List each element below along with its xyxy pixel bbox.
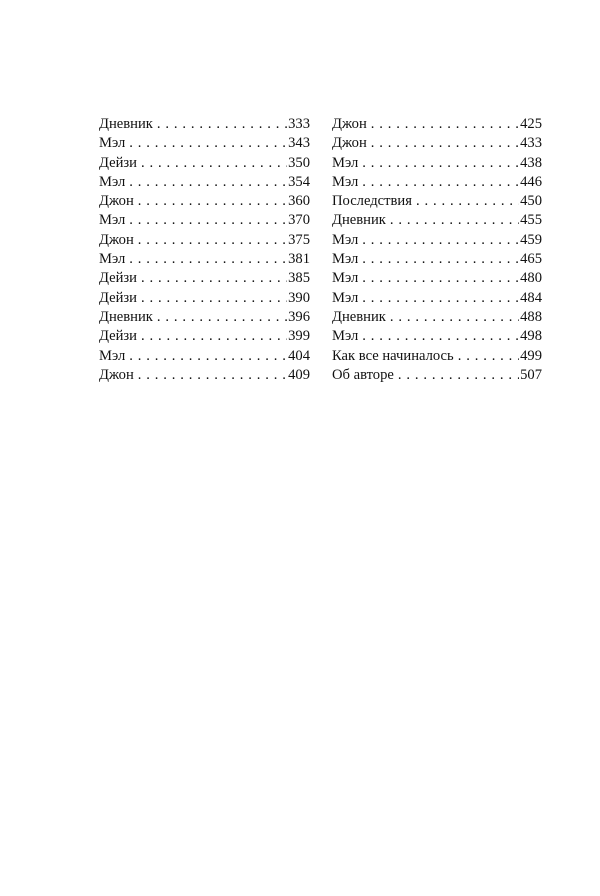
toc-entry-title: Джон [332,135,367,152]
toc-entry-title: Мэл [332,289,359,306]
toc-entry-title: Мэл [99,251,126,268]
toc-entry-title: Джон [332,116,367,132]
dot-leader [141,289,287,308]
toc-entry [99,192,310,211]
dot-leader [371,134,519,153]
toc-entry-page-number: 499 [520,347,542,364]
toc-entry-title: Джон [99,366,134,383]
toc-entry-title: Дневник [99,308,153,325]
toc-column-left [99,115,310,385]
dot-leader [129,250,287,269]
toc-entry [99,154,310,173]
dot-leader [138,366,287,385]
toc-entry-title: Мэл [99,173,126,190]
dot-leader [362,231,519,250]
toc-column-right [332,115,542,385]
toc-entry-title: Мэл [332,270,359,287]
dot-leader [129,173,287,192]
toc-entry [99,231,310,250]
toc-entry-page-number: 480 [520,270,542,287]
toc-entry [332,154,542,173]
toc-entry [332,269,542,288]
toc-entry-page-number: 375 [288,231,310,248]
toc-entry [332,366,542,385]
dot-leader [141,269,287,288]
toc-entry-title: Мэл [332,154,359,171]
dot-leader [129,134,287,153]
toc-entry [99,115,310,134]
toc-entry-page-number: 354 [288,173,310,190]
toc-entry [99,211,310,230]
toc-entry-title: Последствия [332,193,412,210]
toc-entry [332,347,542,366]
toc-entry [99,327,310,346]
dot-leader [141,327,287,346]
toc-entry [332,308,542,327]
dot-leader [157,308,287,327]
toc-entry-title: Мэл [332,231,359,248]
toc-entry-page-number: 404 [288,347,310,364]
toc-entry [99,269,310,288]
toc-entry-title: Мэл [99,212,126,229]
toc-entry-page-number: 498 [520,328,542,345]
toc-entry [99,250,310,269]
toc-entry-page-number: 381 [288,251,310,268]
toc-entry-page-number: 343 [288,135,310,152]
dot-leader [390,211,519,230]
toc-entry-title: Об авторе [332,366,394,383]
toc-entry-title: Джон [99,193,134,210]
toc-entry-title: Дейзи [99,328,137,345]
toc-entry-page-number: 450 [520,193,542,210]
toc-entry [99,308,310,327]
dot-leader [141,154,287,173]
toc-entry [332,289,542,308]
toc-entry-page-number: 507 [520,366,542,383]
toc-entry-title: Дневник [332,308,386,325]
toc-entry-page-number: 370 [288,212,310,229]
toc-entry [332,115,542,134]
toc-entry [332,327,542,346]
toc-entry-page-number: 409 [288,366,310,383]
dot-leader [362,154,519,173]
toc-entry-title: Мэл [99,135,126,152]
toc-entry-page-number: 438 [520,154,542,171]
toc-entry [332,134,542,153]
dot-leader [362,250,519,269]
toc-entry-page-number: 484 [520,289,542,306]
dot-leader [129,211,287,230]
toc-entry-page-number: 385 [288,270,310,287]
toc-entry-page-number: 488 [520,308,542,325]
toc-entry-page-number: 350 [288,154,310,171]
dot-leader [362,173,519,192]
dot-leader [129,347,287,366]
toc-entry-title: Дневник [99,116,153,132]
dot-leader [371,115,519,134]
toc-entry [99,173,310,192]
dot-leader [458,347,519,366]
toc-entry-title: Дейзи [99,289,137,306]
toc-entry-title: Мэл [332,251,359,268]
dot-leader [398,366,519,385]
toc-entry-title: Мэл [332,173,359,190]
toc-entry-page-number: 425 [520,116,542,132]
toc-entry-page-number: 333 [288,116,310,132]
toc-entry-title: Мэл [99,347,126,364]
toc-entry-title: Джон [99,231,134,248]
toc-entry-page-number: 390 [288,289,310,306]
dot-leader [390,308,519,327]
dot-leader [416,192,519,211]
toc-entry [99,134,310,153]
toc-entry [332,231,542,250]
toc-entry [332,173,542,192]
toc-entry [99,289,310,308]
dot-leader [362,327,519,346]
toc-entry [99,366,310,385]
toc-entry-title: Дейзи [99,154,137,171]
toc-entry-title: Мэл [332,328,359,345]
toc-entry-page-number: 465 [520,251,542,268]
dot-leader [157,115,287,134]
dot-leader [138,192,287,211]
toc-entry-title: Как все начиналось [332,347,454,364]
toc-entry-page-number: 399 [288,328,310,345]
toc-entry-page-number: 433 [520,135,542,152]
toc-entry-page-number: 459 [520,231,542,248]
toc-entry [332,250,542,269]
toc-entry-title: Дневник [332,212,386,229]
dot-leader [362,269,519,288]
toc-entry-page-number: 396 [288,308,310,325]
toc-entry-page-number: 360 [288,193,310,210]
toc-entry-page-number: 455 [520,212,542,229]
toc-entry-page-number: 446 [520,173,542,190]
toc-entry [99,347,310,366]
dot-leader [362,289,519,308]
toc-entry [332,192,542,211]
dot-leader [138,231,287,250]
toc-entry-title: Дейзи [99,270,137,287]
toc-entry [332,211,542,230]
